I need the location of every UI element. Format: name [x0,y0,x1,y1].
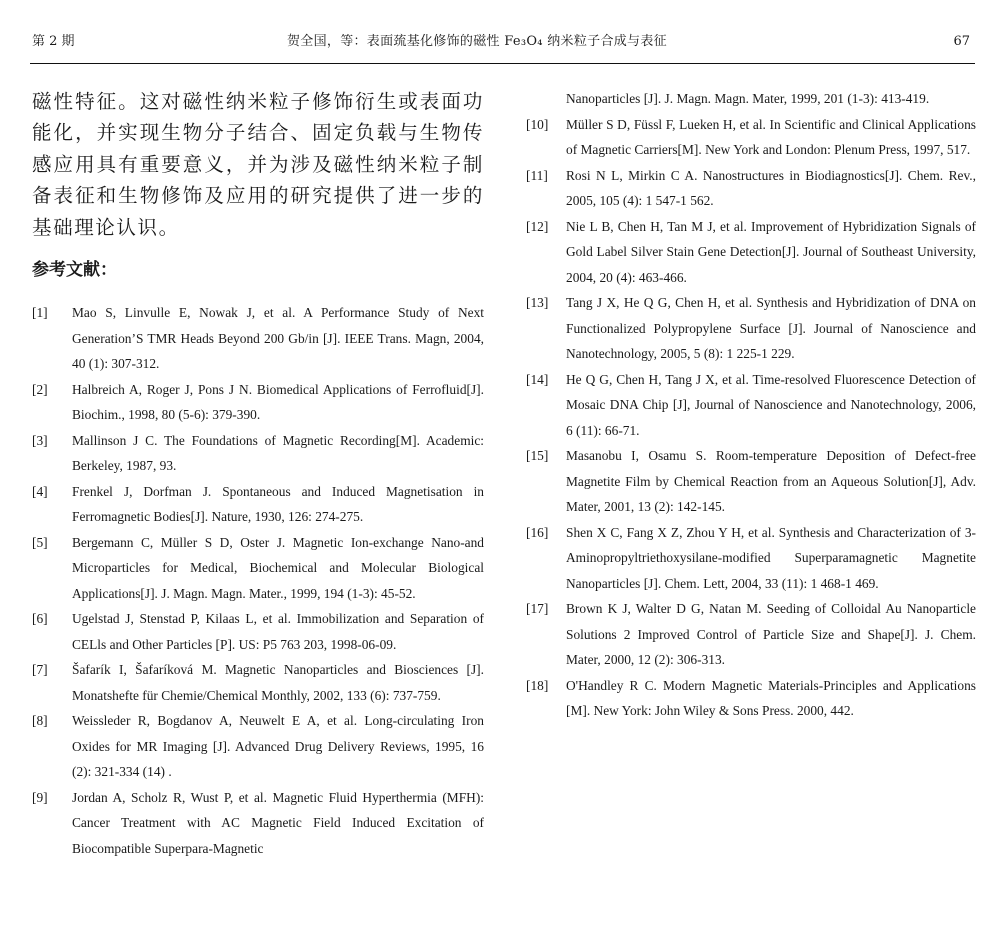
running-header [32,30,970,54]
reference-text: Jordan A, Scholz R, Wust P, et al. Magnetic Fluid Hyperthermia (MFH): Cancer Treatment with AC Magnetic Field Induced Excitation of Biocompatible Superpara-Magnetic [72,789,484,856]
reference-number: [17] [526,601,549,616]
reference-item [32,479,484,530]
reference-item [526,596,976,673]
reference-item [32,785,484,862]
issue-number: 第 2 期 [32,34,75,49]
reference-number: [8] [32,713,48,729]
reference-number: [11] [526,167,548,183]
reference-number: [9] [32,789,48,805]
reference-number: [18] [526,677,549,693]
reference-item [526,214,976,291]
reference-item [32,708,484,785]
reference-item [32,428,484,479]
reference-item [526,367,976,444]
reference-item [526,443,976,520]
reference-item [526,112,976,163]
reference-text: Šafarík I, Šafaríková M. Magnetic Nanoparticles and Biosciences [J]. Monatshefte für Chemie/Chemical Monthly, 2002, 133 (6): 737-759. [72,662,484,703]
reference-text: O'Handley R C. Modern Magnetic Materials-Principles and Applications [M]. New York: John Wiley & Sons Press. 2000, 442. [566,677,976,718]
reference-number: [14] [526,371,549,387]
reference-list-right [526,112,976,724]
reference-text: Nie L B, Chen H, Tan M J, et al. Improvement of Hybridization Signals of Gold Label Silver Stain Gene Detection[J]. Journal of Southeast University, 2004, 20 (4): 463-466. [566,218,976,285]
reference-text: Halbreich A, Roger J, Pons J N. Biomedical Applications of Ferrofluid[J]. Biochim., 1998, 80 (5-6): 379-390. [72,381,484,423]
reference-text: Shen X C, Fang X Z, Zhou Y H, et al. Synthesis and Characterization of 3-Aminopropyltriethoxysilane-modified Superparamagnetic Magnetite Nanoparticles [J]. Chem. Lett, 2004, 33 (11): 1 468-1 469. [566,524,976,591]
left-column [32,86,484,861]
reference-number: [2] [32,381,48,397]
reference-item [32,657,484,708]
running-title: 贺全国，等：表面巯基化修饰的磁性 Fe₃O₄ 纳米粒子合成与表征 [287,34,667,49]
reference-text: Ugelstad J, Stenstad P, Kilaas L, et al. Immobilization and Separation of CELls and Other Particles [P]. US: P5 763 203, 1998-06-09. [72,611,484,652]
page-number: 67 [953,34,970,49]
reference-item [526,290,976,367]
reference-number: [3] [32,432,48,448]
reference-number: [7] [32,662,48,678]
reference-number: [6] [32,611,48,627]
reference-text: Tang J X, He Q G, Chen H, et al. Synthesis and Hybridization of DNA on Functionalized Polypropylene Surface [J]. Journal of Nanoscience and Nanotechnology, 2005, 5 (8): 1 225-1 229. [566,295,976,361]
reference-item [526,163,976,214]
reference-item [32,377,484,428]
reference-number: [15] [526,448,549,463]
references-heading: 参考文献： [32,260,117,281]
right-column [526,86,976,724]
reference-text: Mao S, Linvulle E, Nowak J, et al. A Performance Study of Next Generation’S TMR Heads Beyond 200 Gb/in [J]. IEEE Trans. Magn, 2004, 40 (1): 307-312. [72,305,484,372]
reference-item [32,606,484,657]
reference-number: [4] [32,483,48,499]
reference-number: [10] [526,116,549,132]
reference-text: Müller S D, Füssl F, Lueken H, et al. In Scientific and Clinical Applications of Magnetic Carriers[M]. New York and London: Plenum Press, 1997, 517. [566,116,976,157]
reference-text: Masanobu I, Osamu S. Room-temperature Deposition of Defect-free Magnetite Film by Chemical Reaction from an Aqueous Solution[J], Adv. Mater, 2001, 13 (2): 142-145. [566,448,976,514]
reference-text: Bergemann C, Müller S D, Oster J. Magnetic Ion-exchange Nano-and Microparticles for Medical, Biochemical and Molecular Biological Applications[J]. J. Magn. Magn. Mater., 1999, 194 (1-3): 45-52. [72,534,484,601]
reference-item [32,530,484,607]
reference-number: [13] [526,295,549,310]
reference-text: Brown K J, Walter D G, Natan M. Seeding of Colloidal Au Nanoparticle Solutions 2 Improved Control of Particle Size and Shape[J]. J. Chem. Mater, 2000, 12 (2): 306-313. [566,601,976,667]
reference-text: He Q G, Chen H, Tang J X, et al. Time-resolved Fluorescence Detection of Mosaic DNA Chip [J], Journal of Nanoscience and Nanotechnology, 2006, 6 (11): 66-71. [566,371,976,438]
header-rule [30,63,975,64]
reference-item [526,673,976,724]
reference-continuation: Nanoparticles [J]. J. Magn. Magn. Mater, 1999, 201 (1-3): 413-419. [566,91,930,106]
reference-item [526,520,976,597]
reference-text: Mallinson J C. The Foundations of Magnetic Recording[M]. Academic: Berkeley, 1987, 93. [72,432,484,474]
reference-item [32,300,484,377]
reference-number: [12] [526,218,549,234]
concluding-paragraph: 磁性特征。这对磁性纳米粒子修饰衍生或表面功能化，并实现生物分子结合、固定负载与生物传感应用具有重要意义，并为涉及磁性纳米粒子制备表征和生物修饰及应用的研究提供了进一步的基础理论认识。 [32,90,484,239]
reference-text: Frenkel J, Dorfman J. Spontaneous and Induced Magnetisation in Ferromagnetic Bodies[J]. Nature, 1930, 126: 274-275. [72,483,484,525]
reference-text: Rosi N L, Mirkin C A. Nanostructures in Biodiagnostics[J]. Chem. Rev., 2005, 105 (4): 1 547-1 562. [566,167,976,208]
reference-list-left [32,300,484,861]
reference-number: [1] [32,305,48,321]
reference-number: [5] [32,534,48,550]
reference-text: Weissleder R, Bogdanov A, Neuwelt E A, et al. Long-circulating Iron Oxides for MR Imaging [J]. Advanced Drug Delivery Reviews, 1995, 16 (2): 321-334 (14) . [72,713,484,780]
reference-number: [16] [526,524,549,540]
